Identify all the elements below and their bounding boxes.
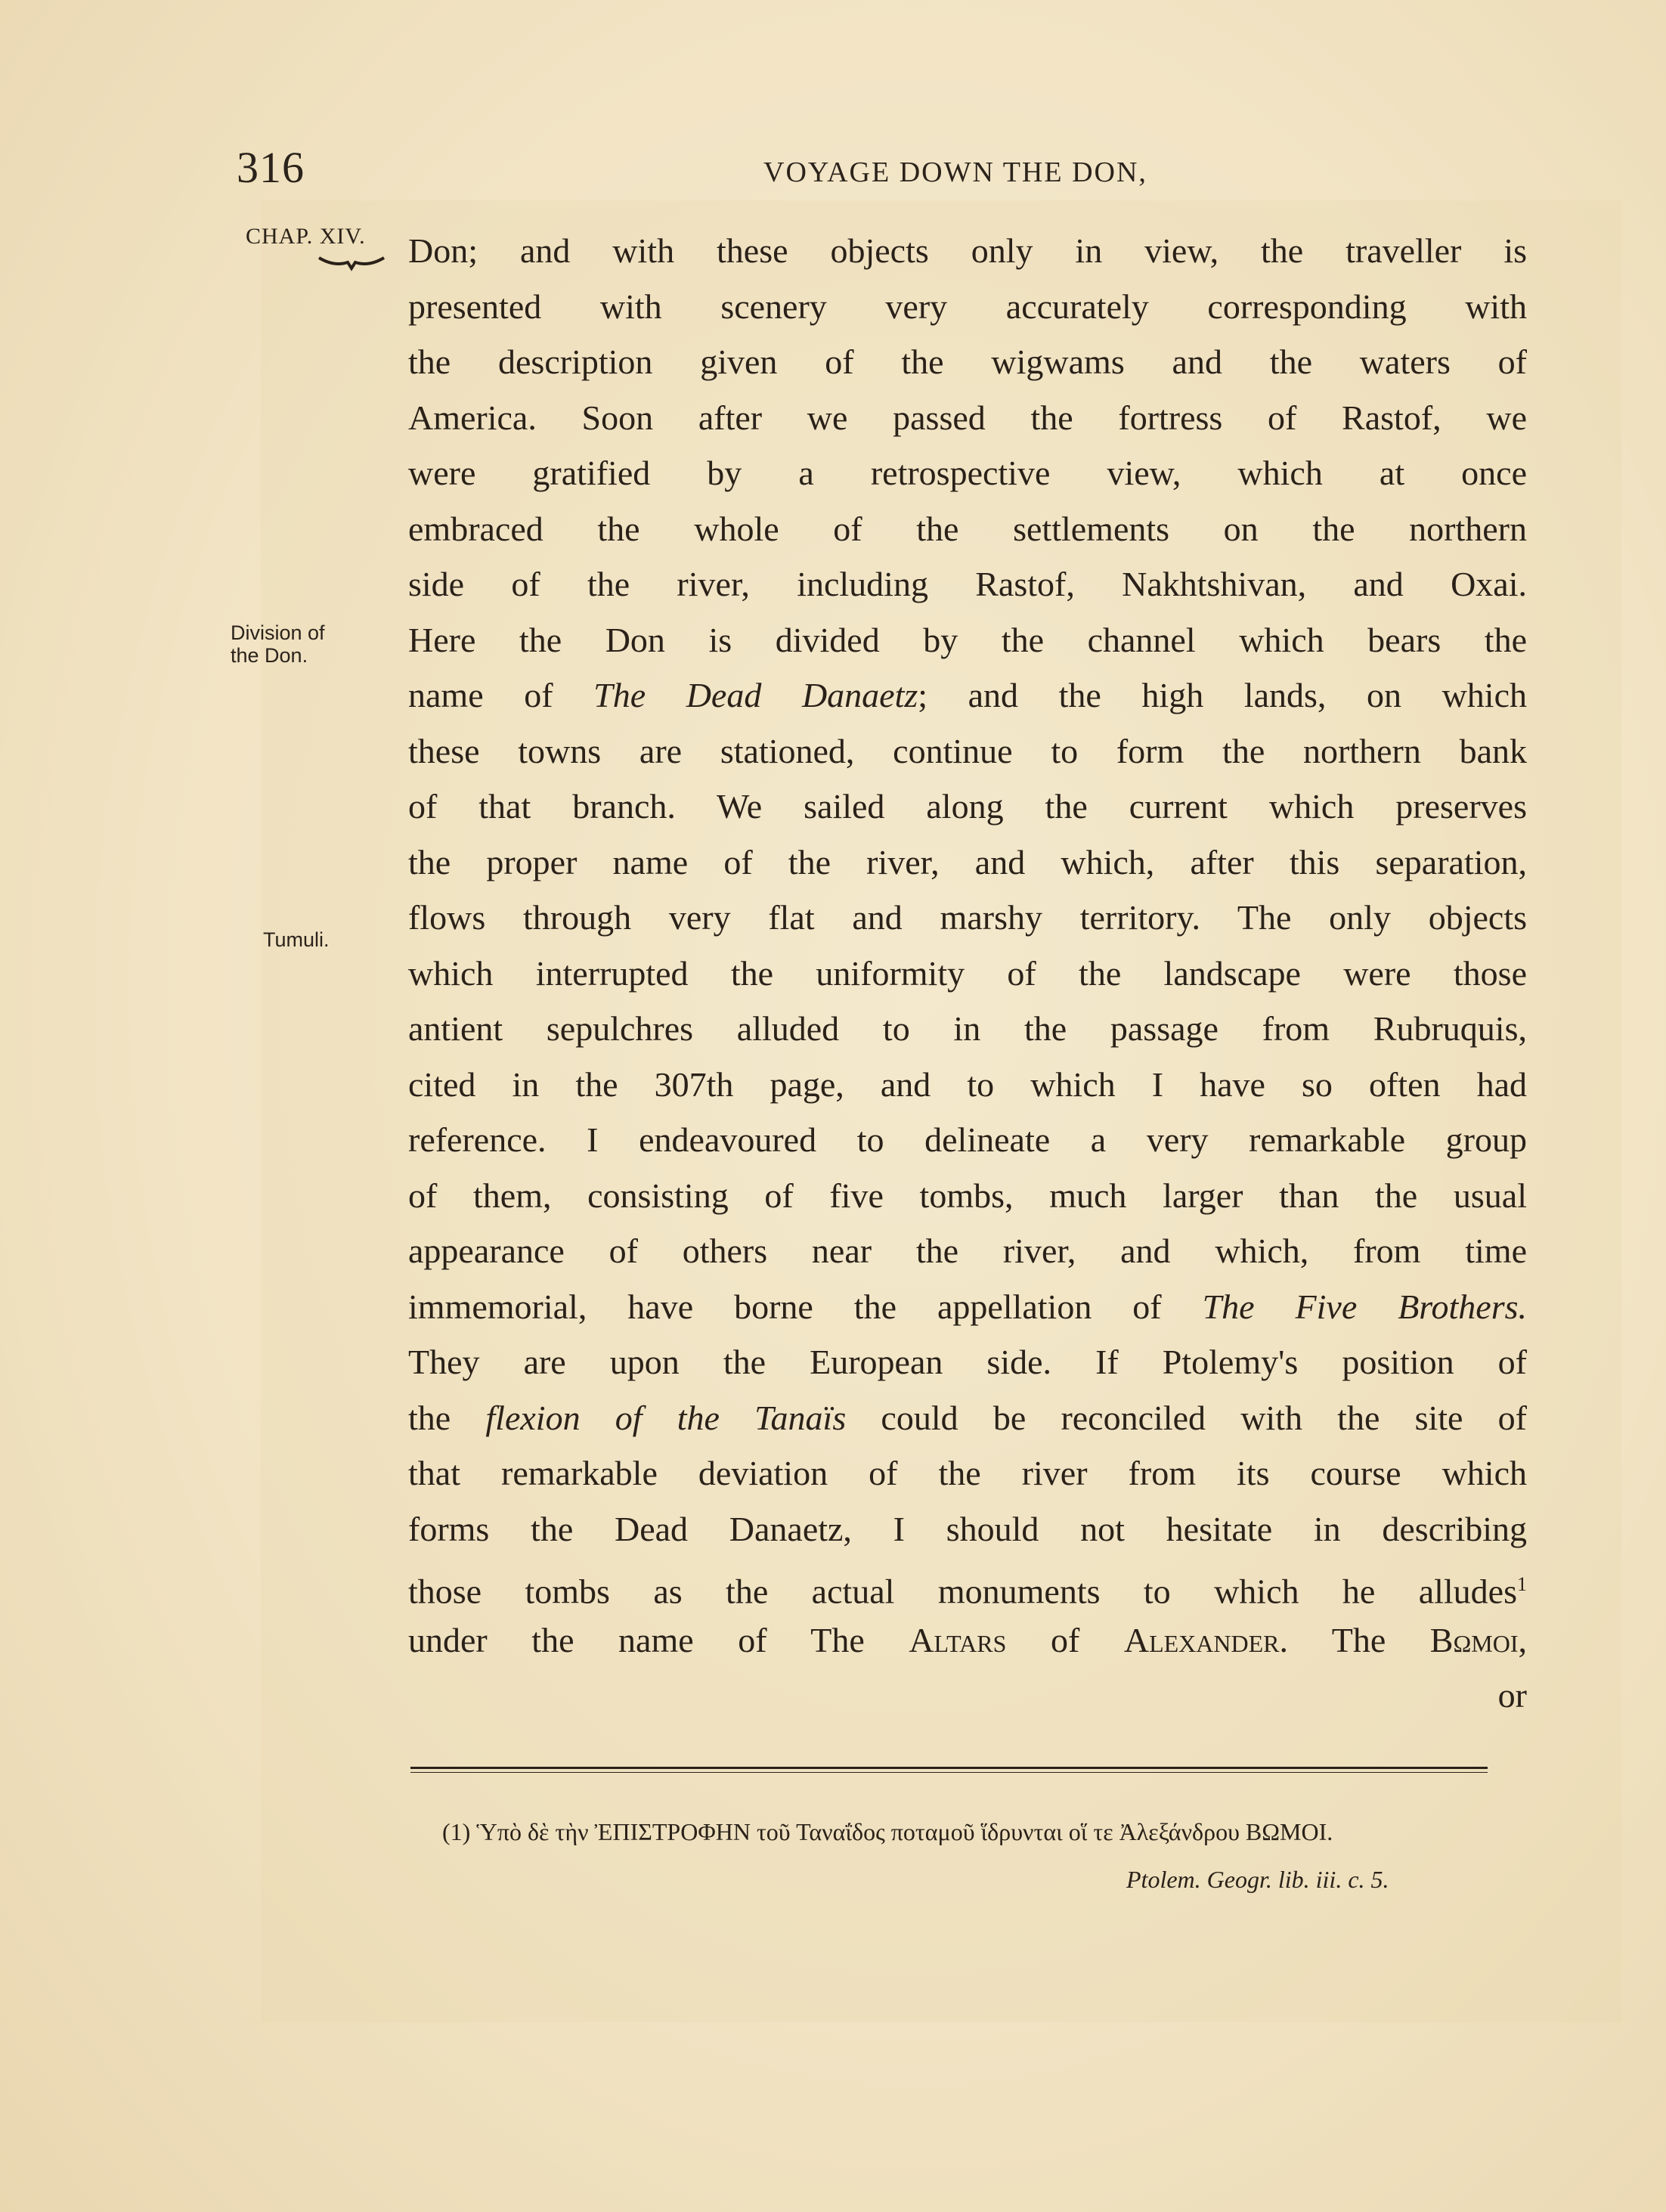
footnote-citation: Ptolem. Geogr. lib. iii. c. 5.: [1126, 1866, 1389, 1893]
text-line: They are upon the European side. If Ptolemy's position of: [408, 1343, 1527, 1381]
text-line: cited in the 307th page, and to which I have so often had: [408, 1064, 1527, 1104]
text-line: under the name of The Altars of Alexander. The Βωμοι,: [408, 1620, 1527, 1659]
text-line: these towns are stationed, continue to form the northern bank: [408, 731, 1527, 770]
sidenote-division-of-the-don: Division of the Don.: [231, 621, 325, 667]
chapter-bracket-ornament: [317, 253, 386, 271]
text-line: those tombs as the actual monuments to which he alludes$^1$: [408, 1572, 1527, 1611]
catchword: or: [1497, 1676, 1527, 1715]
text-line: forms the Dead Danaetz, I should not hesitate in describing: [408, 1509, 1527, 1548]
text-line: immemorial, have borne the appellation of The Five Brothers.: [408, 1287, 1527, 1326]
text-line: flows through very flat and marshy territory. The only objects: [408, 898, 1527, 937]
text-line: of that branch. We sailed along the current which preserves: [408, 787, 1527, 826]
text-line: embraced the whole of the settlements on the northern: [408, 509, 1527, 548]
text-line: which interrupted the uniformity of the landscape were those: [408, 953, 1527, 993]
text-line: presented with scenery very accurately corresponding with: [408, 287, 1527, 326]
text-line: antient sepulchres alluded to in the passage from Rubruquis,: [408, 1009, 1527, 1048]
text-line: the flexion of the Tanaïs could be reconciled with the site of: [408, 1398, 1527, 1437]
running-title: VOYAGE DOWN THE DON,: [763, 156, 1147, 188]
chapter-label: CHAP. XIV.: [246, 224, 366, 249]
footnote-text: (1) Ὑπὸ δὲ τὴν ἘΠΙΣΤΡΟΦΗΝ τοῦ Ταναΐδος ποταμοῦ ἵδρυνται οἵ τε Ἀλεξάνδρου ΒΩΜΟΙ.: [442, 1818, 1333, 1845]
text-line: of them, consisting of five tombs, much larger than the usual: [408, 1176, 1527, 1215]
text-line: Here the Don is divided by the channel which bears the: [408, 620, 1527, 659]
main-text: [408, 223, 1527, 1724]
text-line: the description given of the wigwams and the waters of: [408, 342, 1527, 381]
sidenote-tumuli: Tumuli.: [263, 928, 330, 951]
text-line: appearance of others near the river, and which, from time: [408, 1231, 1527, 1270]
text-line: the proper name of the river, and which, after this separation,: [408, 842, 1527, 881]
text-line: were gratified by a retrospective view, which at once: [408, 454, 1527, 492]
page-number: 316: [237, 143, 305, 192]
footnote-rule: [410, 1767, 1488, 1773]
text-line: name of The Dead Danaetz; and the high lands, on which: [408, 676, 1527, 714]
text-line: America. Soon after we passed the fortress of Rastof, we: [408, 398, 1527, 437]
text-line: side of the river, including Rastof, Nakhtshivan, and Oxai.: [408, 565, 1527, 603]
text-line: Don; and with these objects only in view, the traveller is: [408, 231, 1527, 270]
text-line: reference. I endeavoured to delineate a very remarkable group: [408, 1120, 1527, 1159]
footnote-marker: 1: [1517, 1573, 1527, 1595]
text-line: that remarkable deviation of the river from its course which: [408, 1454, 1527, 1492]
